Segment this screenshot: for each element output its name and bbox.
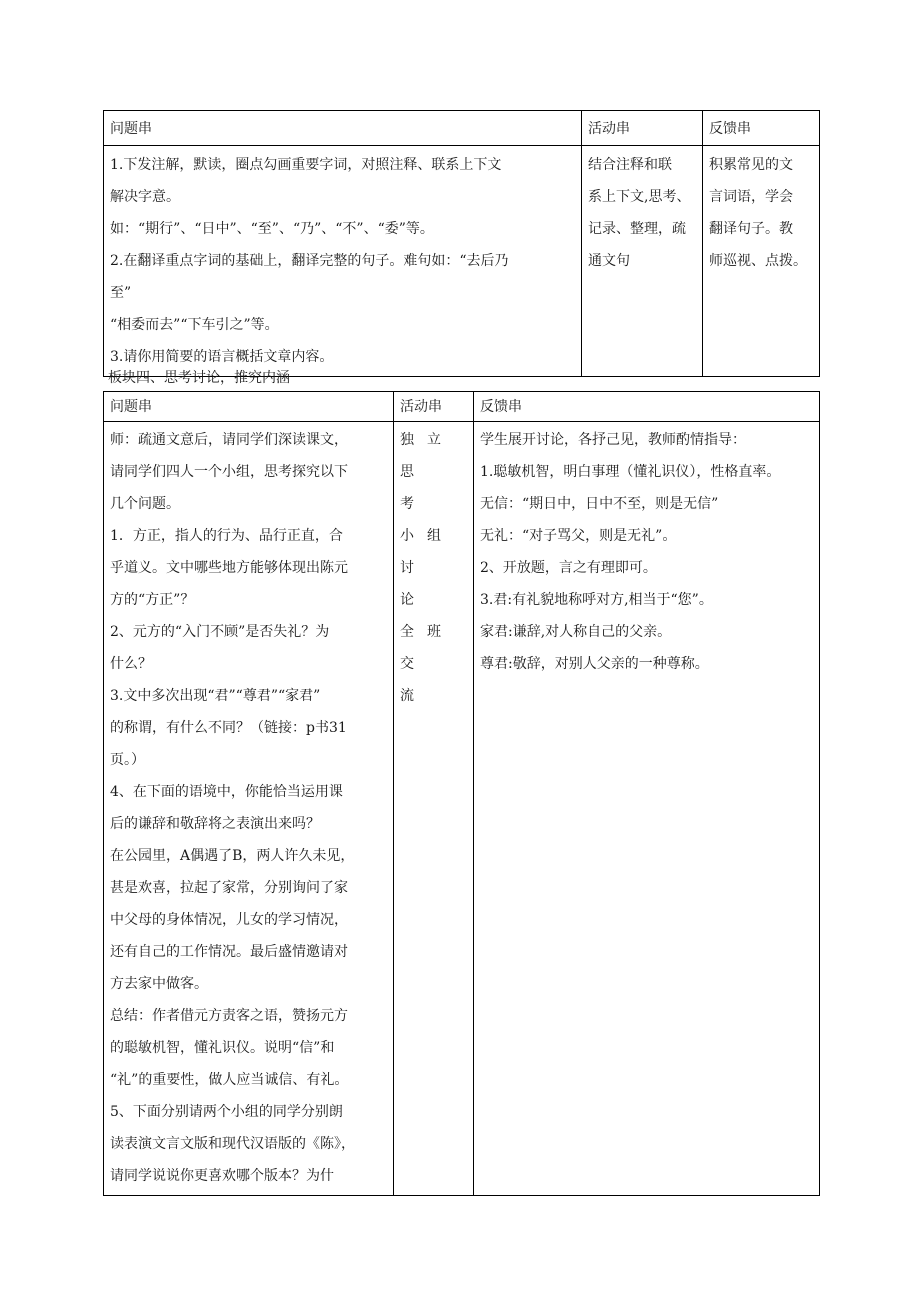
question-line: 乎道义。文中哪些地方能够体现出陈元 <box>110 560 348 576</box>
activity-line: 小组讨 <box>400 528 454 576</box>
question-line: 请同学说说你更喜欢哪个版本？为什 <box>110 1168 334 1184</box>
question-line: 的聪敏机智，懂礼识仪。说明“信”和 <box>110 1040 335 1056</box>
question-line: 2.在翻译重点字词的基础上，翻译完整的句子。难句如：“去后乃 <box>110 253 509 269</box>
activity-line: 结合注释和联 <box>588 157 672 173</box>
table-question-chain-1 <box>103 110 820 377</box>
header-feedback: 反馈串 <box>474 392 820 422</box>
header-questions: 问题串 <box>104 392 394 422</box>
question-line: 2、元方的“入门不顾”是否失礼？为 <box>110 624 330 640</box>
questions-cell <box>104 146 582 377</box>
question-line: 3.请你用简要的语言概括文章内容。 <box>110 349 334 365</box>
activity-line: 论 <box>400 592 427 608</box>
activities-cell <box>582 146 703 377</box>
table-row <box>104 146 820 377</box>
activity-line: 记录、整理，疏 <box>588 221 686 237</box>
question-line: 请同学们四人一个小组，思考探究以下 <box>110 464 348 480</box>
activity-line: 系上下文,思考、 <box>588 189 691 205</box>
feedback-line: 3.君:有礼貌地称呼对方,相当于“您”。 <box>480 592 713 608</box>
questions-cell <box>104 422 394 1196</box>
feedback-line: 2、开放题，言之有理即可。 <box>480 560 657 576</box>
question-line: 后的谦辞和敬辞将之表演出来吗？ <box>110 816 320 832</box>
feedback-line: 1.聪敏机智，明白事理（懂礼识仪），性格直率。 <box>480 464 781 480</box>
header-questions: 问题串 <box>104 111 582 146</box>
table-row <box>104 422 820 1196</box>
feedback-line: 翻译句子。教 <box>709 221 793 237</box>
question-line: “相委而去”“下车引之”等。 <box>110 317 279 333</box>
activity-line: 全班交 <box>400 624 454 672</box>
header-activities: 活动串 <box>582 111 703 146</box>
question-line: 方去家中做客。 <box>110 976 208 992</box>
question-line: 甚是欢喜，拉起了家常，分别询问了家 <box>110 880 348 896</box>
question-line: 3.文中多次出现“君”“尊君”“家君” <box>110 688 321 704</box>
feedback-line: 无礼：“对子骂父，则是无礼”。 <box>480 528 677 544</box>
table-header-row <box>104 392 820 422</box>
activity-line: 独立思 <box>400 432 454 480</box>
question-line: 4、在下面的语境中，你能恰当运用课 <box>110 784 343 800</box>
question-line: 中父母的身体情况，儿女的学习情况， <box>110 912 348 928</box>
feedback-line: 积累常见的文 <box>709 157 793 173</box>
activity-line: 考 <box>400 496 427 512</box>
question-line: 几个问题。 <box>110 496 180 512</box>
feedback-cell <box>474 422 820 1196</box>
section-heading: 板块四、思考讨论，推究内涵 <box>108 370 290 386</box>
feedback-line: 学生展开讨论，各抒己见，教师酌情指导： <box>480 432 746 448</box>
question-line: 什么？ <box>110 656 152 672</box>
question-line: 1．方正，指人的行为、品行正直，合 <box>110 528 343 544</box>
feedback-line: 无信：“期日中，日中不至，则是无信” <box>480 496 719 512</box>
header-activities: 活动串 <box>394 392 474 422</box>
question-line: 在公园里，A偶遇了B，两人许久未见， <box>110 848 355 864</box>
question-line: “礼”的重要性，做人应当诚信、有礼。 <box>110 1072 349 1088</box>
header-feedback: 反馈串 <box>703 111 820 146</box>
feedback-line: 家君:谦辞,对人称自己的父亲。 <box>480 624 672 640</box>
question-line: 读表演文言文版和现代汉语版的《陈》， <box>110 1136 355 1152</box>
question-line: 的称谓，有什么不同？（链接：p书31 <box>110 720 347 736</box>
feedback-line: 尊君:敬辞，对别人父亲的一种尊称。 <box>480 656 709 672</box>
table-header-row <box>104 111 820 146</box>
question-line: 1.下发注解，默读，圈点勾画重要字词，对照注释、联系上下文 <box>110 157 502 173</box>
feedback-line: 师巡视、点拨。 <box>709 253 807 269</box>
question-line: 总结：作者借元方责客之语，赞扬元方 <box>110 1008 348 1024</box>
feedback-cell <box>703 146 820 377</box>
question-line: 如：“期行”、“日中”、“至”、“乃”、“不”、“委”等。 <box>110 221 434 237</box>
question-line: 还有自己的工作情况。最后盛情邀请对 <box>110 944 348 960</box>
question-line: 至” <box>110 285 132 301</box>
feedback-line: 言词语，学会 <box>709 189 793 205</box>
question-line: 5、下面分别请两个小组的同学分别朗 <box>110 1104 343 1120</box>
activity-line: 流 <box>400 688 427 704</box>
activity-line: 通文句 <box>588 253 630 269</box>
question-line: 师：疏通文意后，请同学们深读课文， <box>110 432 348 448</box>
question-line: 页。） <box>110 752 145 768</box>
question-line: 方的“方正”？ <box>110 592 195 608</box>
table-question-chain-2 <box>103 391 820 1196</box>
activities-cell <box>394 422 474 1196</box>
question-line: 解决字意。 <box>110 189 180 205</box>
